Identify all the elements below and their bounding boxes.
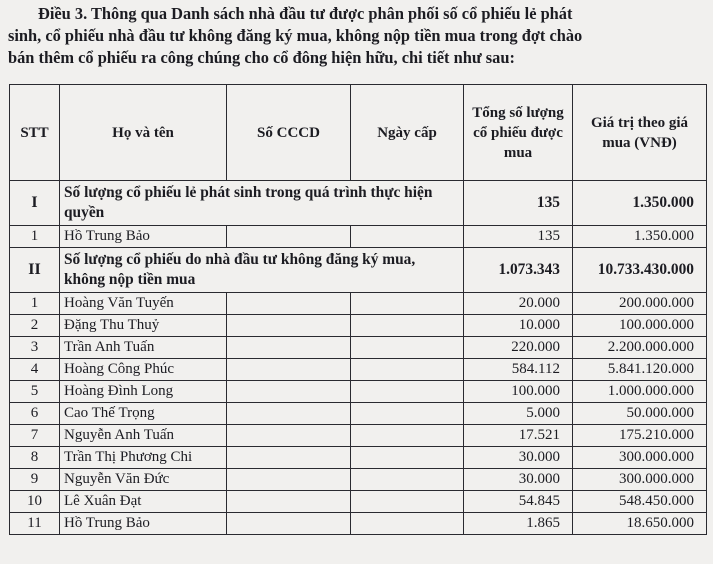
table-row (10, 226, 707, 248)
group-row (10, 248, 707, 293)
group-row (10, 181, 707, 226)
group-value: 1.350.000 (573, 181, 707, 226)
row-value: 300.000.000 (573, 469, 707, 491)
row-stt: 2 (10, 315, 60, 337)
row-issue-date (351, 447, 464, 469)
row-name: Hoàng Văn Tuyến (60, 293, 227, 315)
row-issue-date (351, 381, 464, 403)
row-quantity: 584.112 (464, 359, 573, 381)
table-row (10, 469, 707, 491)
row-quantity: 220.000 (464, 337, 573, 359)
row-stt: 6 (10, 403, 60, 425)
row-issue-date (351, 425, 464, 447)
table-row (10, 337, 707, 359)
header-issue-date: Ngày cấp (351, 85, 464, 181)
row-id-number (227, 469, 351, 491)
row-value: 5.841.120.000 (573, 359, 707, 381)
row-quantity: 54.845 (464, 491, 573, 513)
header-stt: STT (10, 85, 60, 181)
row-id-number (227, 226, 351, 248)
row-quantity: 20.000 (464, 293, 573, 315)
table-row (10, 513, 707, 535)
group-title: Số lượng cổ phiếu do nhà đầu tư không đăng ký mua, không nộp tiền mua (60, 248, 464, 293)
article-heading (8, 3, 710, 69)
table-row (10, 403, 707, 425)
row-id-number (227, 403, 351, 425)
row-value: 2.200.000.000 (573, 337, 707, 359)
table-row (10, 491, 707, 513)
row-quantity: 100.000 (464, 381, 573, 403)
header-name: Họ và tên (60, 85, 227, 181)
table-header-row (10, 85, 707, 181)
row-stt: 1 (10, 226, 60, 248)
row-id-number (227, 293, 351, 315)
row-value: 50.000.000 (573, 403, 707, 425)
row-value: 175.210.000 (573, 425, 707, 447)
row-id-number (227, 447, 351, 469)
row-quantity: 1.865 (464, 513, 573, 535)
group-quantity: 135 (464, 181, 573, 226)
row-quantity: 30.000 (464, 469, 573, 491)
row-issue-date (351, 337, 464, 359)
row-stt: 5 (10, 381, 60, 403)
row-stt: 10 (10, 491, 60, 513)
row-stt: 8 (10, 447, 60, 469)
row-issue-date (351, 359, 464, 381)
row-id-number (227, 491, 351, 513)
row-id-number (227, 315, 351, 337)
row-id-number (227, 425, 351, 447)
table-row (10, 381, 707, 403)
row-id-number (227, 513, 351, 535)
group-stt: I (10, 181, 60, 226)
table-row (10, 447, 707, 469)
row-name: Hoàng Công Phúc (60, 359, 227, 381)
row-stt: 4 (10, 359, 60, 381)
row-issue-date (351, 491, 464, 513)
row-value: 100.000.000 (573, 315, 707, 337)
row-stt: 3 (10, 337, 60, 359)
header-id-number: Số CCCD (227, 85, 351, 181)
row-quantity: 10.000 (464, 315, 573, 337)
group-value: 10.733.430.000 (573, 248, 707, 293)
row-issue-date (351, 226, 464, 248)
row-issue-date (351, 293, 464, 315)
header-quantity: Tổng số lượng cổ phiếu được mua (464, 85, 573, 181)
row-stt: 1 (10, 293, 60, 315)
table-row (10, 425, 707, 447)
investor-table (9, 84, 707, 535)
row-issue-date (351, 513, 464, 535)
row-stt: 11 (10, 513, 60, 535)
heading-line: Điều 3. Thông qua Danh sách nhà đầu tư được phân phối số cổ phiếu lẻ phát (38, 4, 573, 23)
row-name: Lê Xuân Đạt (60, 491, 227, 513)
row-value: 200.000.000 (573, 293, 707, 315)
header-value: Giá trị theo giá mua (VNĐ) (573, 85, 707, 181)
row-name: Hoàng Đình Long (60, 381, 227, 403)
table-row (10, 315, 707, 337)
row-name: Trần Thị Phương Chi (60, 447, 227, 469)
heading-line: bán thêm cổ phiếu ra công chúng cho cổ đông hiện hữu, chi tiết như sau: (8, 48, 515, 67)
row-quantity: 30.000 (464, 447, 573, 469)
row-value: 18.650.000 (573, 513, 707, 535)
row-name: Nguyễn Văn Đức (60, 469, 227, 491)
group-title: Số lượng cổ phiếu lẻ phát sinh trong quá trình thực hiện quyền (60, 181, 464, 226)
table-row (10, 359, 707, 381)
row-issue-date (351, 403, 464, 425)
row-issue-date (351, 315, 464, 337)
row-stt: 7 (10, 425, 60, 447)
row-value: 1.350.000 (573, 226, 707, 248)
row-name: Đặng Thu Thuỷ (60, 315, 227, 337)
row-quantity: 17.521 (464, 425, 573, 447)
table-row (10, 293, 707, 315)
row-id-number (227, 381, 351, 403)
row-name: Hồ Trung Bảo (60, 513, 227, 535)
row-quantity: 135 (464, 226, 573, 248)
row-stt: 9 (10, 469, 60, 491)
row-name: Cao Thế Trọng (60, 403, 227, 425)
row-value: 300.000.000 (573, 447, 707, 469)
row-name: Nguyễn Anh Tuấn (60, 425, 227, 447)
row-issue-date (351, 469, 464, 491)
group-quantity: 1.073.343 (464, 248, 573, 293)
row-name: Hồ Trung Bảo (60, 226, 227, 248)
row-id-number (227, 359, 351, 381)
row-quantity: 5.000 (464, 403, 573, 425)
row-id-number (227, 337, 351, 359)
heading-line: sinh, cổ phiếu nhà đầu tư không đăng ký mua, không nộp tiền mua trong đợt chào (8, 26, 583, 45)
group-stt: II (10, 248, 60, 293)
table-body (10, 181, 707, 535)
row-value: 1.000.000.000 (573, 381, 707, 403)
row-value: 548.450.000 (573, 491, 707, 513)
row-name: Trần Anh Tuấn (60, 337, 227, 359)
